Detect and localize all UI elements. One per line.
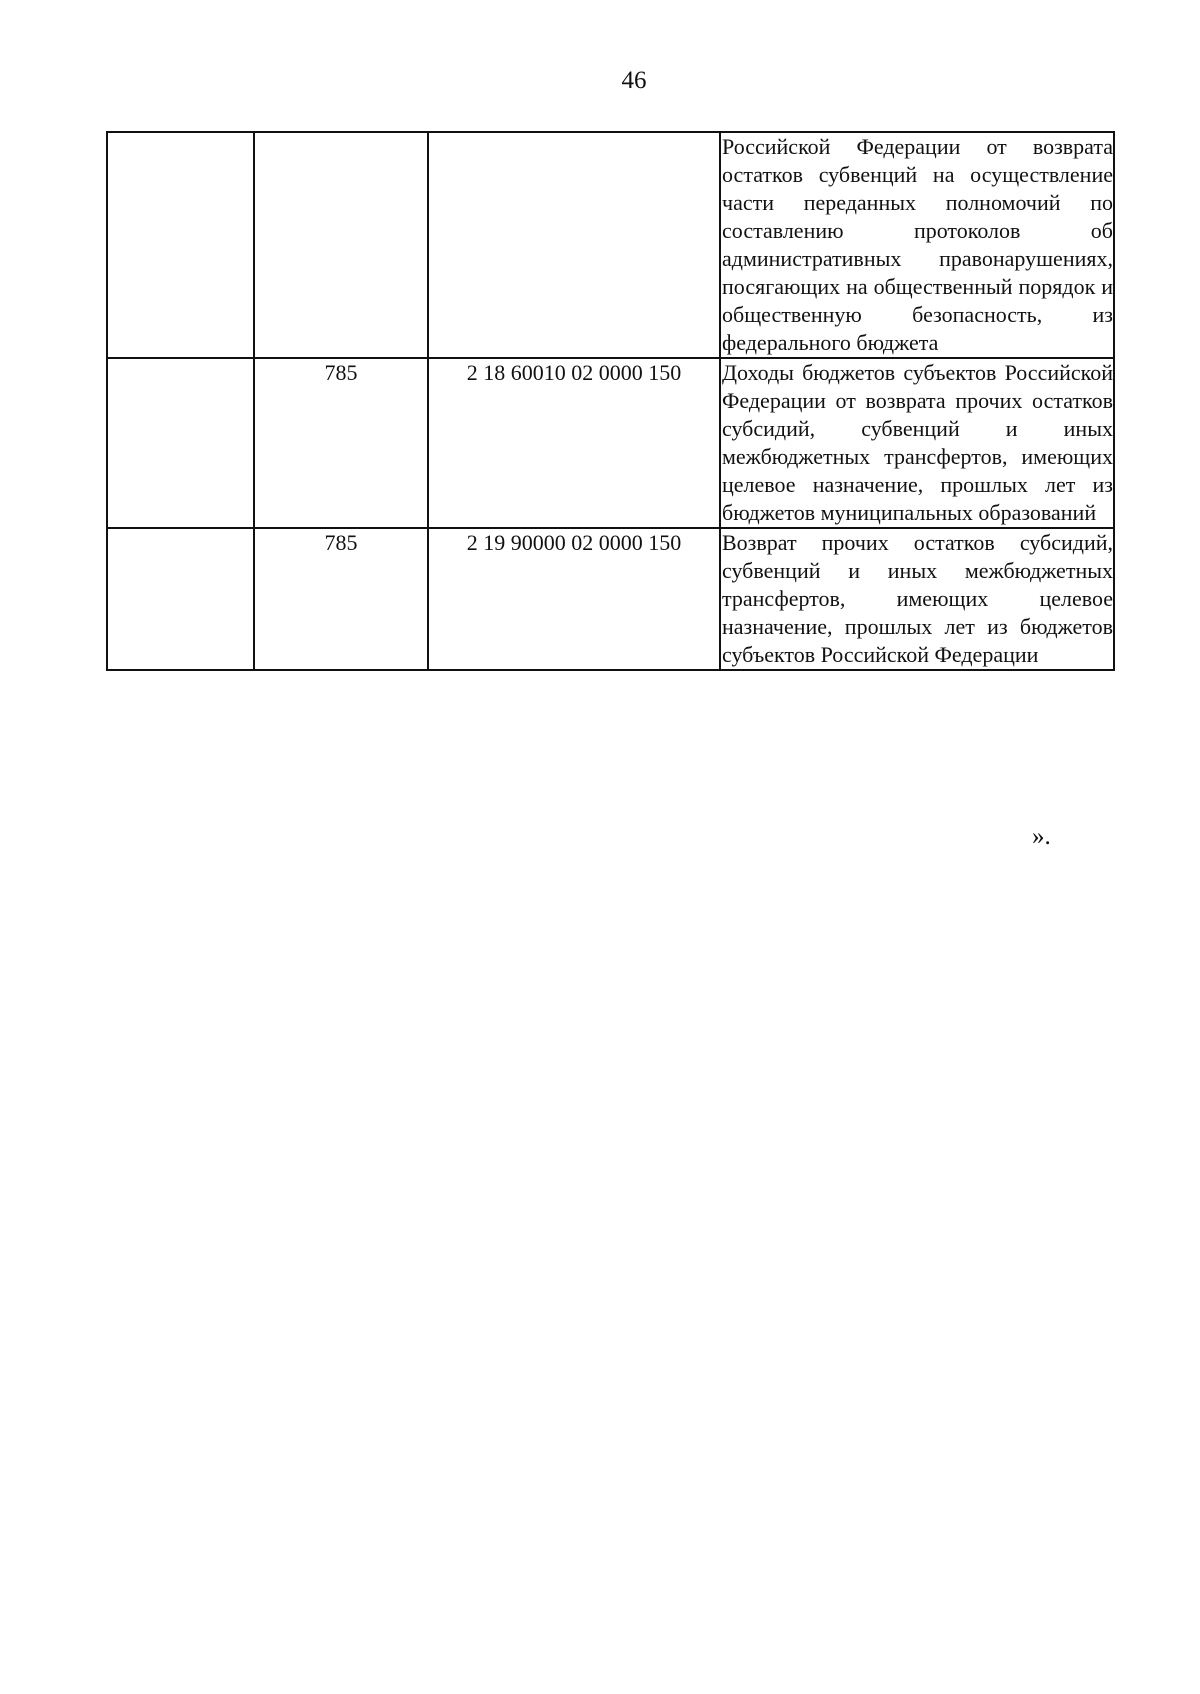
budget-code-cell: 2 18 60010 02 0000 150 [428,358,720,528]
description-cell: Российской Федерации от возврата остатков субвенций на осуществление части переданных полномочий по составлению протоколов об административных правонарушениях, посягающих на общественный порядок и общественную безопасность, из федерального бюджета [720,132,1114,358]
closing-quote-mark: ». [1032,823,1051,850]
description-cell: Доходы бюджетов субъектов Российской Федерации от возврата прочих остатков субсидий, субвенций и иных межбюджетных трансфертов, имеющих целевое назначение, прошлых лет из бюджетов муниципальных образований [720,358,1114,528]
description-cell: Возврат прочих остатков субсидий, субвенций и иных межбюджетных трансфертов, имеющих целевое назначение, прошлых лет из бюджетов субъектов Российской Федерации [720,528,1114,670]
admin-code-cell [254,132,428,358]
page-number: 46 [621,67,647,94]
admin-code-cell: 785 [254,528,428,670]
table-cell-empty [107,358,254,528]
admin-code-cell: 785 [254,358,428,528]
table-row [107,528,1114,670]
table-cell-empty [107,528,254,670]
budget-code-cell [428,132,720,358]
table-cell-empty [107,132,254,358]
table-row [107,358,1114,528]
budget-code-cell: 2 19 90000 02 0000 150 [428,528,720,670]
budget-classification-table [106,131,1115,671]
table-row [107,132,1114,358]
